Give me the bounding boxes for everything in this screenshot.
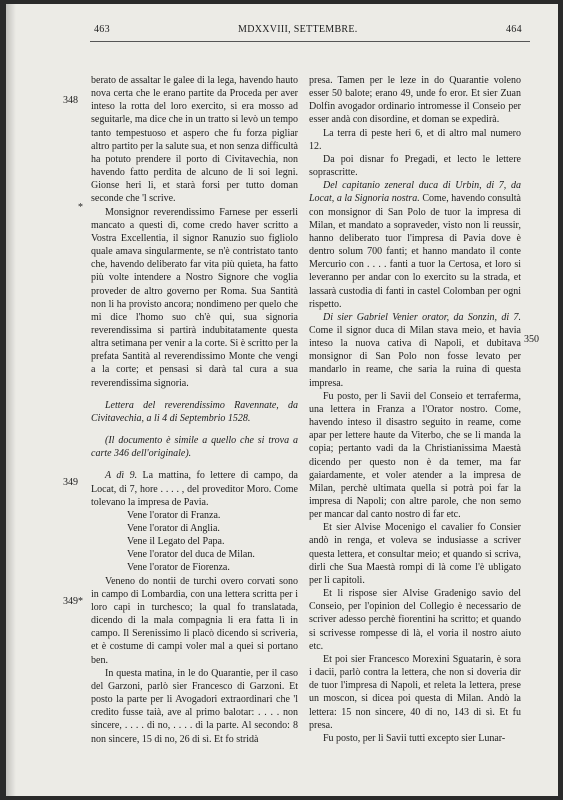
paragraph: Fu posto, per li Savii del Conseio et terraferma, una lettera in Franza a l'Orator nostro. Come, havendo inteso il disastro seguito in reame, come apar per lettere haute da Viterbo, che se li manda la copia; pertanto vadi da la Christianissima Maestà dicendo per questo non è da temer, ma far gaiardamente, et voler atender a la impresa de Milan, perchè ultimata quella si potrà poi far la impresa di Napoli; con altre parole, che non semo per mancar dal canto nostro di far etc. [309, 390, 521, 521]
paragraph: La terra di peste heri 6, et di altro mal numero 12. [309, 127, 521, 152]
paragraph: Di sier Gabriel Venier orator, da Sonzin, di 7. Come il signor duca di Milan stava meio, et havia inteso la nuova cativa di Napoli, et dubitava monsignor di San Polo non fosse levato per mandarlo in reame, che saria la ruina di questa impresa. [309, 311, 521, 389]
list-item: Vene l'orator de Fiorenza. [127, 562, 230, 574]
paragraph: A dì 9. La mattina, fo lettere di campo, da Locat, di 7, hore . . . . , del proveditor Moro. Come tolevano la impresa de Pavia. [91, 470, 298, 508]
left-page-number: 463 [94, 24, 110, 35]
right-column [309, 74, 521, 745]
margin-asterisk: * [78, 202, 83, 213]
letter-heading: Di sier Gabriel Venier orator, da Sonzin, di 7. [323, 311, 521, 323]
paragraph: Veneno do nontii de turchi overo corvati sono in campo di Lombardia, con una lettera scritta per i loro capi in turchesco; la qual fo translatada, dicendo di la mala compagnia li era fatta lì in campo. Il Serenissimo li placò dicendo si scriveria, et è costume di campi voler mal a quei si portano ben. [91, 575, 298, 666]
list-item: Vene l'orator di Anglia. [127, 523, 220, 534]
running-head: MDXXVIII, SETTEMBRE. [238, 24, 358, 35]
list-item: Vene il Legato del Papa. [127, 536, 225, 548]
paragraph: Et poi sier Francesco Morexini Sguatarin, è sora i dacii, parlò contra la lettera, che non si doveria dir de tuor l'impresa di Napoli, et releta la lettera, prese un moscon, si dicea poi questa di Milan. Andò la lettera: 15 non sincere, 40 di no, 143 di sì. Et fu presa. [309, 653, 521, 731]
paragraph: Fu posto, per li Savii tutti excepto sier Lunar- [323, 732, 506, 744]
book-page [6, 4, 558, 796]
left-column [91, 74, 298, 746]
margin-number-348: 348 [63, 95, 78, 106]
letter-heading: Lettera del reverendissimo Ravennate, da Civitavechia, a li 4 di Septembrio 1528. [91, 399, 298, 424]
paragraph: Monsignor reverendissimo Farnese per esserli mancato a questi dì, come credo haver scritto a Vostra Excellentia, il signor Ranuzio suo figliolo quale amava singularmente, se n'è contristato tanto che, havendo deliberato far vita più quieta, ha fatto più volte intendere a Nostro Signore che voglia proveder de altro governo per Roma. Sua Santità non li ha provisto ancora; nondimeno per quelo che mi dice l'homo suo ch'è qui, sua signoria reverendissima si partirà indubitatamente questa altra setimana per venir a la corte. Si è scritto per la prefata Santità al reverendissimo Monte che vengi a la corte; et pensasi si darà tal cura a sua reverendissima signoria. [91, 206, 298, 389]
margin-number-349: 349 [63, 477, 78, 488]
paragraph: berato de assaltar le galee di la lega, havendo hauto nova certa che le erano partite da Proceda per aver inteso la rotta del loro exercito, si era mosso ad seguitarle, ma dice che in un tratto si levò un tempo tanto tempestuoso et aspero che fu forza pigliar altro partito per la salute sua, et non senza difficultà ha potuto prendere il porto di Civitavechia, non havendo fatto perdita de alcuno de li soi legni. Gionse heri li, et starà forsi per tutto doman seconde che 'l scrive. [91, 75, 298, 205]
document-note: (Il documento è simile a quello che si trova a carte 346 dell'originale). [91, 435, 298, 460]
paragraph: Et li rispose sier Alvise Gradenigo savio del Conseio, per l'opinion del Collegio è necessario de scriver adesso perchè fiorentini ha scritto; et quando si scrivesse rompesse di là, el voria il nostro aiuto etc. [309, 588, 521, 652]
page-edge-shadow [6, 4, 16, 796]
date-lead: A dì 9. [105, 470, 138, 482]
list-item: Vene l'orator di Franza. [127, 509, 221, 521]
margin-number-350: 350 [524, 334, 539, 345]
right-page-number: 464 [506, 24, 522, 35]
paragraph: Del capitanio zeneral duca di Urbin, di 7, da Locat, a la Signoria nostra. Come, havendo consultà con monsignor di San Polo de tuor la impresa di Milan, et mandato a sopraveder, visto non li reussir, hanno deliberato tuor l'impresa di Pavia dove è dentro solum 700 fanti; et hanno mandato il conte Mercurio con . . . . fanti a tuor la Certosa, et loro si leveranno per andar con lo exercito su la strada, et lassarà custodia di fanti in castel Colomban per ogni rispetto. [309, 180, 521, 310]
letter-heading: Del capitanio zeneral duca di Urbin, di 7, da Locat, a la Signoria nostra. [309, 180, 521, 205]
paragraph: Da poi disnar fo Pregadi, et lecto le lettere soprascritte. [309, 153, 521, 179]
margin-number-349-star: 349* [63, 596, 83, 607]
paragraph: In questa matina, in le do Quarantie, per il caso del Garzoni, parlò sier Francesco di Garzoni. Et posto la parte per li Avogadori extraordinari che 'l credito fusse taià, ave al primo balotar: . . . . non sincere, . . . . di no, . . . . di la parte. Al secondo: 8 non sincere, 15 di no, 26 di sì. Et fo stridà [91, 667, 298, 745]
header-rule [90, 41, 530, 42]
paragraph: Et sier Alvise Mocenigo el cavalier fo Consier andò in renga, et voleva se indusiasse a scriver questa lettera, et consultar meio; et quando si scriva, dirli che Sua Maestà rompi di là come l'è ubligato per li capitoli. [309, 522, 521, 586]
paragraph: presa. Tamen per le leze in do Quarantie voleno esser 50 balote; erano 49, unde fo eror. Et sier Zuan Dolfin avogador ordinario intromesse il Conseio per esser andà con disordine, et doman se expedirà. [309, 75, 521, 126]
list-item: Vene l'orator del duca de Milan. [127, 549, 255, 561]
